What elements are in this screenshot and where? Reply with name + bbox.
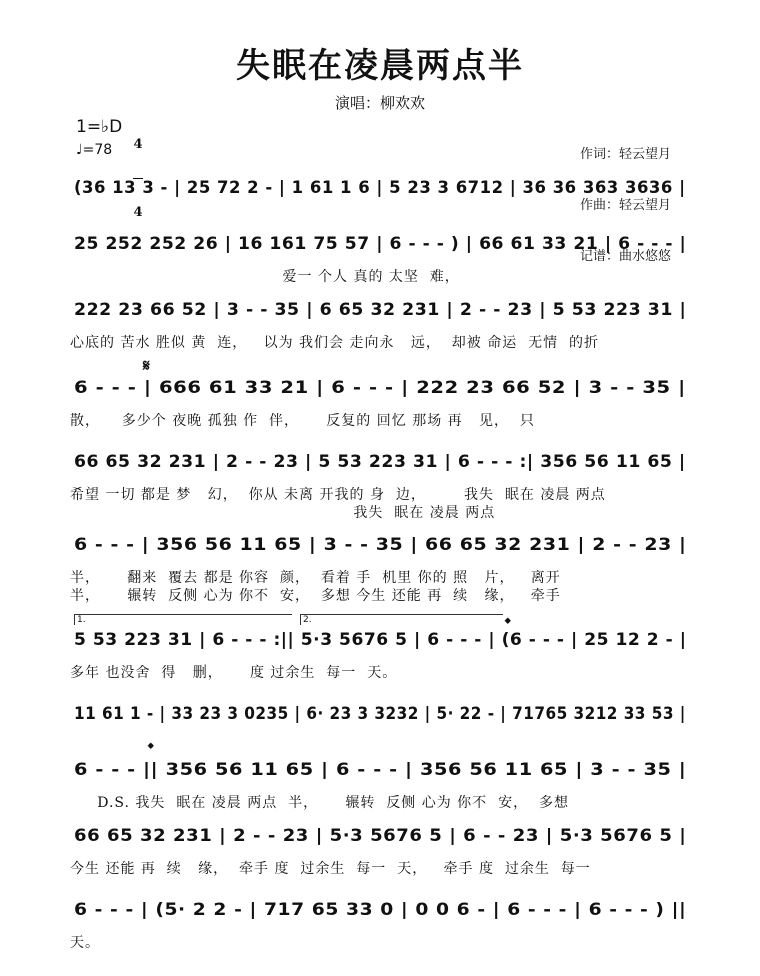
notation-line-1: (36 13 3 - | 25 72 2 - | 1 61 1 6 | 5 23 3 6712 | 36 36 363 3636 |	[74, 178, 686, 197]
lyric-line-6-1: 半， 翻来 覆去 都是 你容 颜， 看着 手 机里 你的 照 片， 离开	[70, 570, 561, 586]
notation-line-2: 25 252 252 26 | 16 161 75 57 | 6 - - - ) | 66 61 33 21 | 6 - - - |	[74, 234, 687, 253]
coda-mark-2: 𝄌	[148, 739, 154, 758]
lyric-line-3-1: 心底的 苦水 胜似 黄 连， 以为 我们会 走向永 远， 却被 命运 无情 的折	[70, 335, 600, 351]
key-signature: 1=♭D	[76, 117, 123, 137]
notation-line-3: 222 23 66 52 | 3 - - 35 | 6 65 32 231 | 2 - - 23 | 5 53 223 31 |	[74, 300, 687, 319]
lyric-line-11-1: 天。	[70, 935, 100, 951]
lyric-line-7-1: 多年 也没舍 得 删， 度 过余生 每一 天。	[70, 665, 398, 681]
notation-line-7: 5 53 223 31 | 6 - - - :|| 5·3 5676 5 | 6 - - - | (6 - - - | 25 12 2 - |	[74, 630, 687, 649]
lyric-line-5-1: 希望 一切 都是 梦 幻， 你从 未离 开我的 身 边， 我失 眠在 凌晨 两点	[70, 487, 606, 503]
notation-line-10: 66 65 32 231 | 2 - - 23 | 5·3 5676 5 | 6 - - 23 | 5·3 5676 5 |	[74, 826, 687, 845]
notation-line-9: 6 - - - || 356 56 11 65 | 6 - - - | 356 56 11 65 | 3 - - 35 |	[74, 760, 687, 779]
meter-bottom: 4	[133, 205, 143, 220]
lyric-line-10-1: 今生 还能 再 续 缘， 牵手 度 过余生 每一 天， 牵手 度 过余生 每一	[70, 861, 591, 877]
lyricist: 作词：轻云望月	[580, 147, 672, 162]
lyric-line-2-1: 爱一 个人 真的 太坚 难，	[70, 269, 460, 285]
lyric-line-5-2: 我失 眠在 凌晨 两点	[70, 505, 496, 521]
song-title: 失眠在凌晨两点半	[236, 46, 524, 86]
lyric-line-6-2: 半， 辗转 反侧 心为 你不 安， 多想 今生 还能 再 续 缘， 牵手	[70, 588, 561, 604]
credits	[580, 112, 671, 299]
transcriber: 记谱：曲水悠悠	[580, 249, 672, 264]
notation-line-8: 11 61 1 - | 33 23 3 0235 | 6· 23 3 3232 | 5· 22 - | 71765 3212 33 53 |	[74, 704, 686, 723]
singer-credit: 演唱：柳欢欢	[334, 94, 425, 112]
meter-top: 4	[133, 137, 143, 152]
notation-line-4: 6 - - - | 666 61 33 21 | 6 - - - | 222 23 66 52 | 3 - - 35 |	[74, 378, 686, 397]
tempo-mark: ♩=78	[76, 142, 113, 158]
lyric-line-4-1: 散， 多少个 夜晚 孤独 作 伴， 反复的 回忆 那场 再 见， 只	[70, 413, 535, 429]
volta-bracket-2: 2.	[300, 614, 503, 625]
composer: 作曲：轻云望月	[580, 198, 672, 213]
notation-line-6: 6 - - - | 356 56 11 65 | 3 - - 35 | 66 65 32 231 | 2 - - 23 |	[74, 535, 687, 554]
coda-mark: 𝄌	[505, 614, 511, 633]
notation-line-11: 6 - - - | (5· 2 2 - | 717 65 33 0 | 0 0 6 - | 6 - - - | 6 - - - ) ||	[74, 900, 687, 919]
notation-line-5: 66 65 32 231 | 2 - - 23 | 5 53 223 31 | 6 - - - :| 356 56 11 65 |	[74, 452, 686, 471]
lyric-line-9-1: D.S. 我失 眠在 凌晨 两点 半， 辗转 反侧 心为 你不 安， 多想	[70, 795, 569, 811]
volta-bracket-1: 1.	[74, 614, 292, 625]
segno-mark: 𝄋	[143, 356, 150, 375]
